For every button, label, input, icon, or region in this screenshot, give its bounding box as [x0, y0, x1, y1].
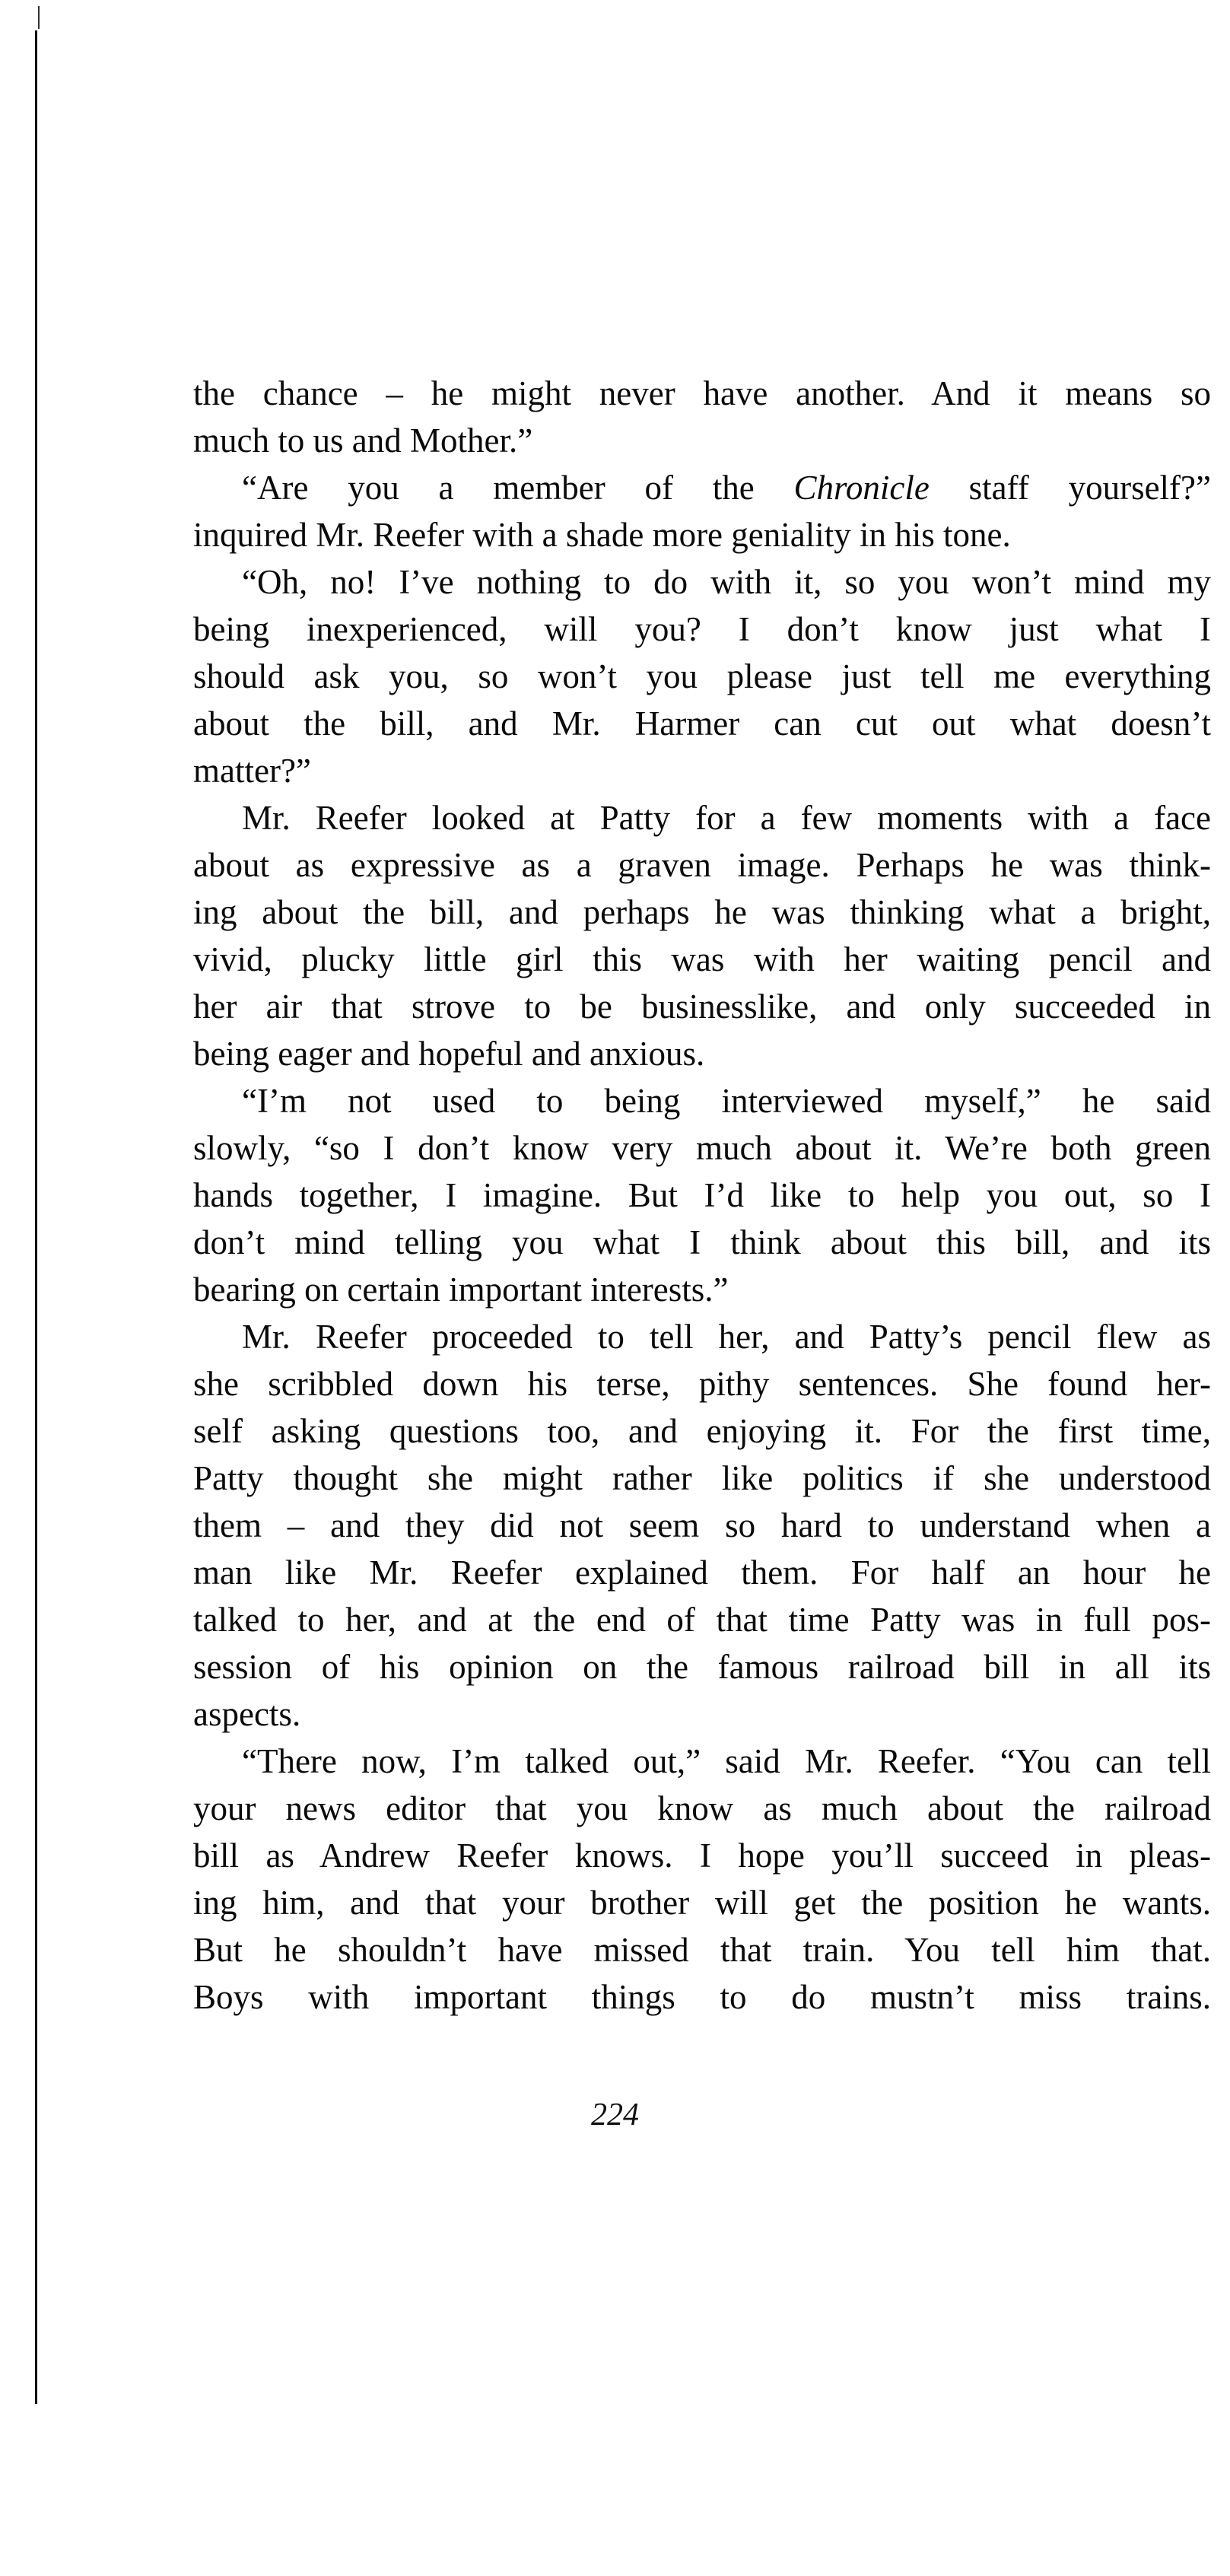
margin-mark: [38, 6, 40, 29]
text-line: aspects.: [193, 1695, 301, 1733]
text-line: ing him, and that your brother will get the position he wants.: [193, 1884, 1211, 1922]
text-line: session of his opinion on the famous railroad bill in all its: [193, 1648, 1211, 1686]
text-line: being inexperienced, will you? I don’t know just what I: [193, 610, 1211, 648]
text-line: about the bill, and Mr. Harmer can cut out what doesn’t: [193, 704, 1211, 743]
italic-title: Chronicle: [793, 469, 930, 507]
text-line: Mr. Reefer looked at Patty for a few moments with a face: [242, 799, 1211, 837]
text-line: “There now, I’m talked out,” said Mr. Reefer. “You can tell: [242, 1742, 1211, 1780]
paragraph: [193, 370, 1211, 464]
text-line: hands together, I imagine. But I’d like to help you out, so I: [193, 1176, 1211, 1214]
text-line: about as expressive as a graven image. Perhaps he was think-: [193, 846, 1211, 884]
page-binding-edge: [35, 30, 37, 2404]
text-line: don’t mind telling you what I think about this bill, and its: [193, 1223, 1211, 1261]
paragraph: [193, 794, 1211, 1077]
text-line: vivid, plucky little girl this was with her waiting pencil and: [193, 940, 1211, 978]
text-line: self asking questions too, and enjoying it. For the first time,: [193, 1412, 1211, 1450]
text-segment: “Are you a member of the: [242, 469, 794, 507]
text-line: matter?”: [193, 752, 311, 790]
paragraph: [193, 558, 1211, 794]
text-line: [193, 464, 1211, 511]
text-line: inquired Mr. Reefer with a shade more geniality in his tone.: [193, 516, 1011, 554]
text-line: bill as Andrew Reefer knows. I hope you’ll succeed in pleas-: [193, 1837, 1211, 1875]
text-line: she scribbled down his terse, pithy sentences. She found her-: [193, 1365, 1211, 1403]
text-line: Boys with important things to do mustn’t miss trains.: [193, 1978, 1211, 2016]
text-line: slowly, “so I don’t know very much about it. We’re both green: [193, 1129, 1211, 1167]
body-text: [193, 370, 1211, 2021]
paragraph: [193, 1077, 1211, 1313]
text-line: But he shouldn’t have missed that train. You tell him that.: [193, 1931, 1211, 1969]
paragraph: [193, 1738, 1211, 2021]
text-line: “I’m not used to being interviewed myself,” he said: [242, 1082, 1211, 1120]
text-line: much to us and Mother.”: [193, 421, 533, 460]
text-line: talked to her, and at the end of that time Patty was in full pos-: [193, 1601, 1211, 1639]
text-line: should ask you, so won’t you please just tell me everything: [193, 657, 1211, 695]
text-line: man like Mr. Reefer explained them. For half an hour he: [193, 1554, 1211, 1592]
text-line: bearing on certain important interests.”: [193, 1271, 729, 1309]
paragraph: [193, 1313, 1211, 1738]
text-line: “Oh, no! I’ve nothing to do with it, so you won’t mind my: [242, 563, 1211, 601]
text-line: your news editor that you know as much about the railroad: [193, 1789, 1211, 1827]
text-line: her air that strove to be businesslike, and only succeeded in: [193, 987, 1211, 1026]
text-segment: staff yourself?”: [929, 469, 1211, 507]
text-line: ing about the bill, and perhaps he was thinking what a bright,: [193, 893, 1211, 931]
text-line: Mr. Reefer proceeded to tell her, and Patty’s pencil flew as: [242, 1318, 1211, 1356]
page-number: 224: [591, 2097, 639, 2132]
paragraph: [193, 464, 1211, 558]
text-line: being eager and hopeful and anxious.: [193, 1035, 705, 1073]
text-line: the chance – he might never have another. And it means so: [193, 374, 1211, 412]
text-line: them – and they did not seem so hard to understand when a: [193, 1506, 1211, 1544]
text-line: Patty thought she might rather like politics if she understood: [193, 1459, 1211, 1497]
